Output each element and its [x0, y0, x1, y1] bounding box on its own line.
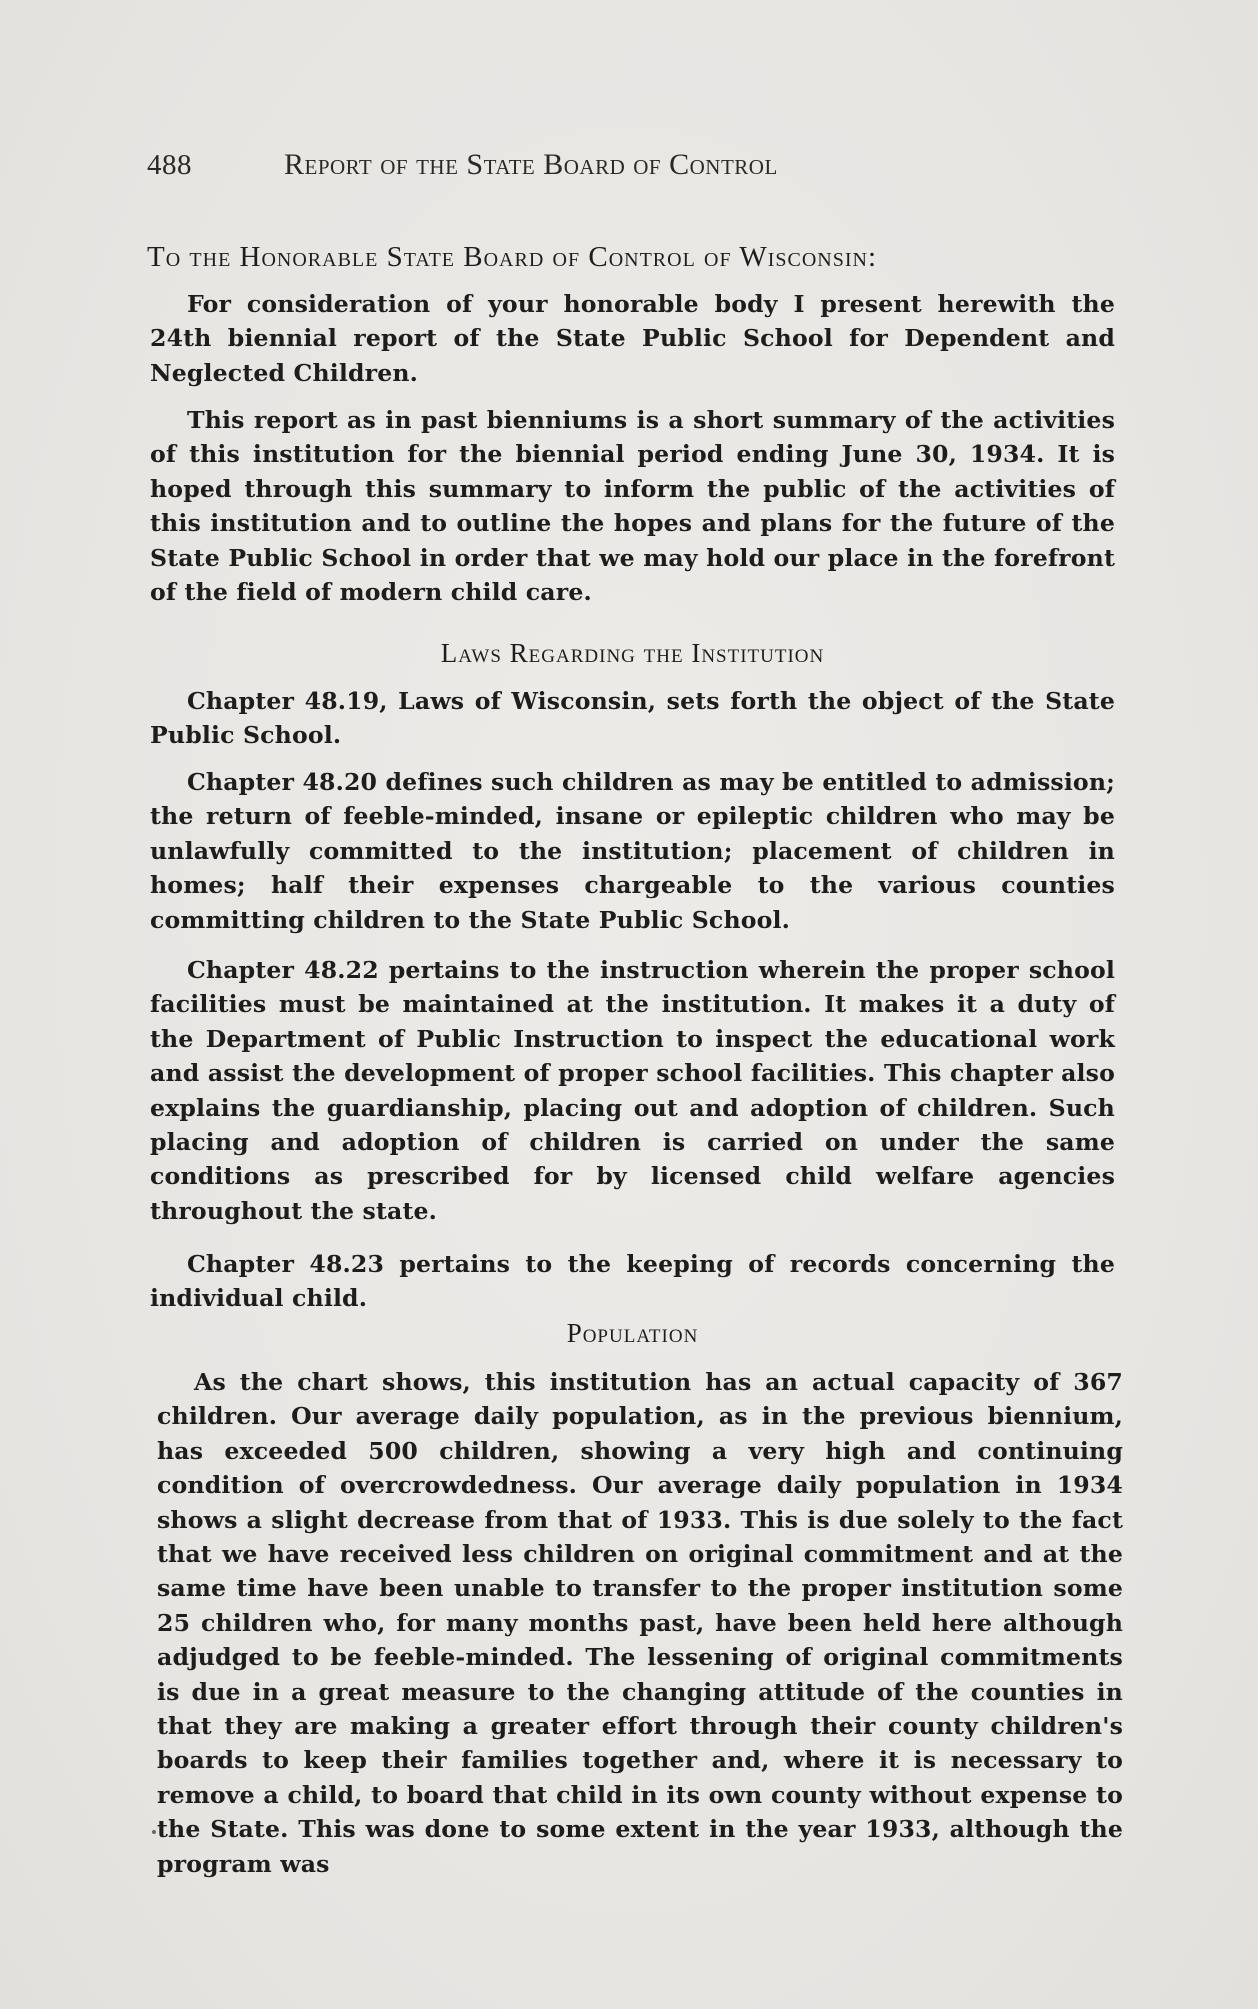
paragraph-intro: For consideration of your honorable body I present herewith the 24th biennial report of the State Public School for Dependent and Neglected Children. [150, 290, 1115, 387]
running-header [147, 148, 1047, 182]
section-heading-population: Population [566, 1318, 699, 1348]
print-mark [152, 1830, 156, 1834]
salutation: To the Honorable State Board of Control of Wisconsin: [147, 241, 878, 273]
section-heading-laws: Laws Regarding the Institution [440, 638, 825, 668]
paragraph-chapter-48-20: Chapter 48.20 defines such children as may be entitled to admission; the return of feeble-minded, insane or epileptic children who may be unlawfully committed to the institution; placement of children in homes; half their expenses chargeable to the various counties committing children to the State Public School. [150, 768, 1115, 934]
paragraph-chapter-48-19: Chapter 48.19, Laws of Wisconsin, sets forth the object of the State Public School. [150, 687, 1115, 750]
paragraph-population: As the chart shows, this institution has an actual capacity of 367 children. Our average daily population, as in the previous biennium, has exceeded 500 children, showing a very high and continuing condition of overcrowdedness. Our average daily population in 1934 shows a slight decrease from that of 1933. This is due solely to the fact that we have received less children on original commitment and at the same time have been unable to transfer to the proper institution some 25 children who, for many months past, have been held here although adjudged to be feeble-minded. The lessening of original commitments is due in a great measure to the changing attitude of the counties in that they are making a greater effort through their county children's boards to keep their families together and, where it is necessary to remove a child, to board that child in its own county without expense to the State. This was done to some extent in the year 1933, although the program was [157, 1368, 1123, 1878]
paragraph-chapter-48-22: Chapter 48.22 pertains to the instruction wherein the proper school facilities must be maintained at the institution. It makes it a duty of the Department of Public Instruction to inspect the educational work and assist the development of proper school facilities. This chapter also explains the guardianship, placing out and adoption of children. Such placing and adoption of children is carried on under the same conditions as prescribed for by licensed child welfare agencies throughout the state. [150, 956, 1115, 1225]
paragraph-summary: This report as in past bienniums is a short summary of the activities of this institution for the biennial period ending June 30, 1934. It is hoped through this summary to inform the public of the activities of this institution and to outline the hopes and plans for the future of the State Public School in order that we may hold our place in the forefront of the field of modern child care. [150, 406, 1115, 607]
running-title: Report of the State Board of Control [284, 148, 778, 181]
page-number: 488 [147, 149, 192, 181]
paragraph-chapter-48-23: Chapter 48.23 pertains to the keeping of records concerning the individual child. [150, 1250, 1115, 1313]
